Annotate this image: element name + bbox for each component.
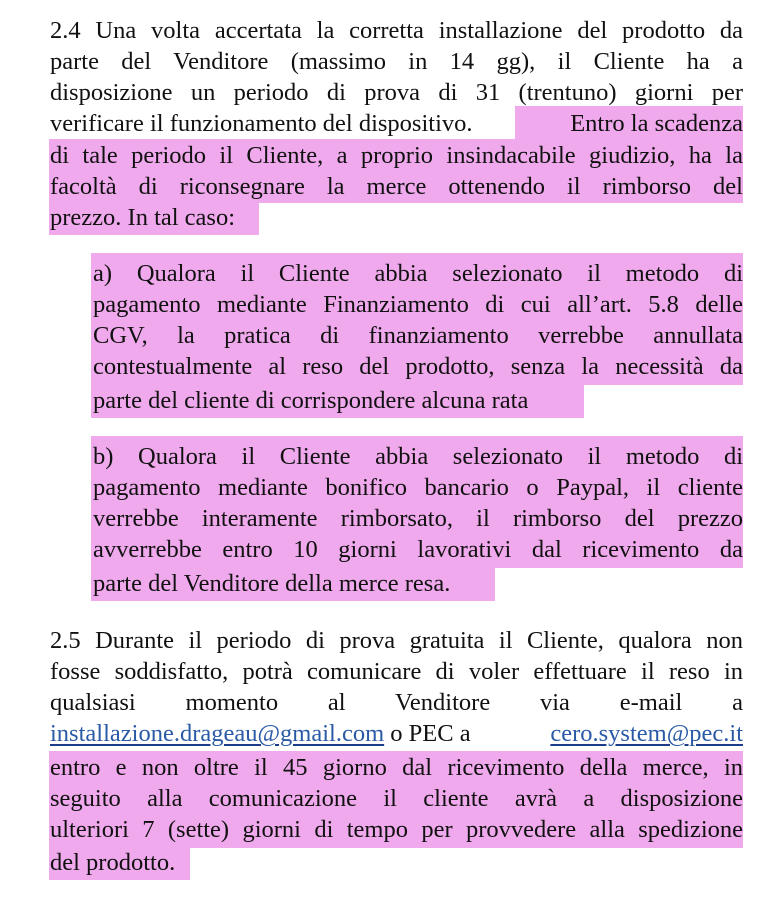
highlighted-text-line: seguito alla comunicazione il cliente avrà a disposizione: [50, 785, 743, 812]
highlighted-text-line: contestualmente al reso del prodotto, senza la necessità da: [93, 353, 743, 380]
text-line: 2.5 Durante il periodo di prova gratuita il Cliente, qualora non: [50, 627, 743, 654]
highlighted-text-line: parte del cliente di corrispondere alcuna rata: [93, 387, 529, 414]
highlighted-text-line: entro e non oltre il 45 giorno dal ricevimento della merce, in: [50, 754, 743, 781]
highlighted-text-line: ulteriori 7 (sette) giorni di tempo per provvedere alla spedizione: [50, 816, 743, 843]
text-line: 2.4 Una volta accertata la corretta installazione del prodotto da: [50, 17, 743, 44]
highlighted-text-line: facoltà di riconsegnare la merce ottenendo il rimborso del: [50, 173, 743, 200]
text-line: parte del Venditore (massimo in 14 gg), il Cliente ha a: [50, 48, 743, 75]
highlighted-text-line: b) Qualora il Cliente abbia selezionato il metodo di: [93, 443, 743, 470]
highlighted-text-line: Entro la scadenza: [570, 110, 743, 137]
highlighted-text-line: avverrebbe entro 10 giorni lavorativi dal ricevimento da: [93, 536, 743, 563]
highlighted-text-line: di tale periodo il Cliente, a proprio insindacabile giudizio, ha la: [50, 142, 743, 169]
highlighted-text-line: pagamento mediante Finanziamento di cui all’art. 5.8 delle: [93, 291, 743, 318]
contact-line: [50, 718, 743, 749]
highlighted-text-line: a) Qualora il Cliente abbia selezionato il metodo di: [93, 260, 743, 287]
highlighted-text-line: prezzo. In tal caso:: [50, 204, 236, 231]
highlighted-text-line: del prodotto.: [50, 849, 176, 876]
highlighted-text-line: parte del Venditore della merce resa.: [93, 570, 451, 597]
highlighted-text-line: CGV, la pratica di finanziamento verrebbe annullata: [93, 322, 743, 349]
text-line: disposizione un periodo di prova di 31 (trentuno) giorni per: [50, 79, 743, 106]
text-line: verificare il funzionamento del dispositivo.: [50, 110, 473, 137]
highlighted-text-line: verrebbe interamente rimborsato, il rimborso del prezzo: [93, 505, 743, 532]
text-line: fosse soddisfatto, potrà comunicare di voler effettuare il reso in: [50, 658, 743, 685]
pec-label: o PEC a: [384, 720, 477, 747]
highlighted-text-line: pagamento mediante bonifico bancario o Paypal, il cliente: [93, 474, 743, 501]
pec-email-link[interactable]: cero.system@pec.it: [550, 720, 743, 747]
email-link[interactable]: installazione.drageau@gmail.com: [50, 720, 385, 747]
text-line: qualsiasi momento al Venditore via e-mail a: [50, 689, 743, 716]
